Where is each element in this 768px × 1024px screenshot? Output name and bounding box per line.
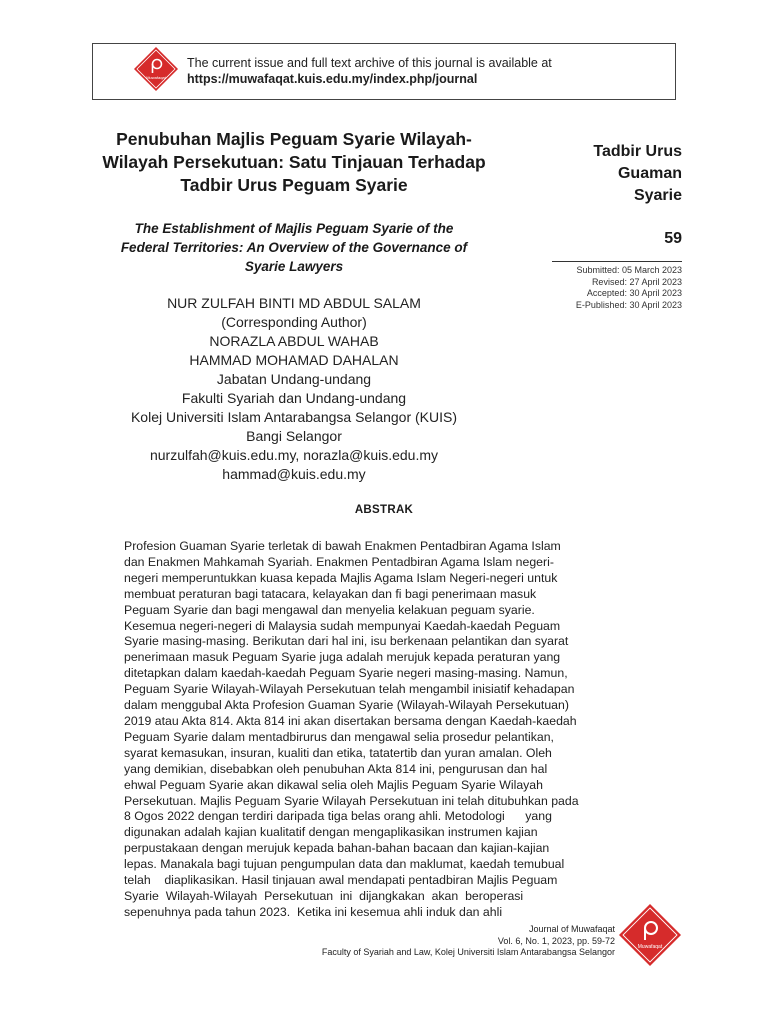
- affiliation-line: Fakulti Syariah dan Undang-undang: [181, 390, 407, 406]
- abstract-line: Syarie masing-masing. Berikutan dari hal ini, isu berkenaan pelantikan dan syarat: [124, 634, 569, 649]
- running-title: [560, 141, 682, 207]
- author-block: [74, 294, 514, 484]
- abstract-heading: ABSTRAK: [354, 504, 414, 516]
- date-submitted: Submitted: 05 March 2023: [576, 265, 682, 275]
- journal-url-link[interactable]: https://muwafaqat.kuis.edu.my/index.php/journal: [187, 72, 478, 86]
- abstract-body: [124, 539, 636, 921]
- date-published: E-Published: 30 April 2023: [575, 299, 682, 310]
- email-line: hammad@kuis.edu.my: [222, 466, 366, 482]
- abstract-line: perpustakaan dengan merujuk kepada bahan-bahan bacaan dan kajian-kajian: [124, 841, 550, 856]
- abstract-line: Peguam Syarie dan bagi mengawal dan menyelia kelakuan peguam syarie.: [124, 602, 535, 617]
- footer-volume: Vol. 6, No. 1, 2023, pp. 59-72: [497, 935, 615, 946]
- date-revised: Revised: 27 April 2023: [591, 276, 682, 287]
- abstract-line: telah diaplikasikan. Hasil tinjauan awal mendapati pentadbiran Majlis Peguam: [124, 873, 558, 888]
- footer-faculty: Faculty of Syariah and Law, Kolej Universiti Islam Antarabangsa Selangor: [321, 947, 615, 957]
- journal-logo-icon: [133, 46, 179, 92]
- abstract-line: negeri memperuntukkan kuasa kepada Majlis Agama Islam Negeri-negeri untuk: [124, 570, 558, 585]
- banner-logo-text: Muwafaqat: [146, 75, 166, 80]
- paper-subtitle: [74, 219, 514, 276]
- paper-title: [74, 128, 514, 197]
- abstract-line: sepenuhnya pada tahun 2023. Ketika ini kesemua ahli induk dan ahli: [124, 904, 503, 919]
- author-line: (Corresponding Author): [221, 314, 367, 330]
- abstract-line: Profesion Guaman Syarie terletak di bawah Enakmen Pentadbiran Agama Islam: [124, 539, 561, 553]
- footer-journal-name: Journal of Muwafaqat: [528, 924, 615, 934]
- title-line: Wilayah Persekutuan: Satu Tinjauan Terhadap: [102, 152, 486, 172]
- abstract-line: Peguam Syarie Wilayah-Wilayah Persekutuan telah mengambil inisiatif kehadapan: [124, 682, 575, 697]
- abstract-line: dan Enakmen Mahkamah Syariah. Enakmen Pentadbiran Agama Islam negeri-: [124, 554, 554, 569]
- title-line: Tadbir Urus Peguam Syarie: [180, 175, 408, 195]
- footer-logo-icon: [618, 903, 682, 967]
- banner-text: [187, 55, 552, 87]
- author-line: NUR ZULFAH BINTI MD ABDUL SALAM: [167, 295, 421, 311]
- page-number: 59: [664, 230, 682, 247]
- journal-banner: [92, 43, 676, 100]
- affiliation-line: Jabatan Undang-undang: [216, 371, 372, 387]
- title-line: Penubuhan Majlis Peguam Syarie Wilayah-: [116, 129, 472, 149]
- abstract-line: yang demikian, disebabkan oleh penubuhan Akta 814 ini, pengurusan dan hal: [124, 761, 548, 776]
- running-title-line: Guaman: [617, 165, 682, 182]
- banner-message: The current issue and full text archive of this journal is available at: [187, 56, 552, 70]
- abstract-line: Kesemua negeri-negeri di Malaysia sudah mempunyai Kaedah-kaedah Peguam: [124, 618, 561, 633]
- footer-logo-text: Muwafaqat: [637, 944, 663, 950]
- affiliation-line: Bangi Selangor: [246, 428, 342, 444]
- affiliation-line: Kolej Universiti Islam Antarabangsa Selangor (KUIS): [130, 409, 458, 425]
- date-accepted: Accepted: 30 April 2023: [586, 288, 682, 298]
- abstract-line: syarat kemasukan, insuran, kualiti dan etika, tatatertib dan yuran amalan. Oleh: [124, 745, 552, 760]
- abstract-line: Persekutuan. Majlis Peguam Syarie Wilayah Persekutuan ini telah ditubuhkan pada: [124, 793, 579, 808]
- abstract-line: dalam menggubal Akta Profesion Guaman Syarie (Wilayah-Wilayah Persekutuan): [124, 698, 569, 713]
- abstract-line: ehwal Peguam Syarie akan dikawal selia oleh Majlis Peguam Syarie Wilayah: [124, 777, 543, 792]
- abstract-line: digunakan adalah kajian kualitatif dengan mengaplikasikan instrumen kajian: [124, 825, 538, 840]
- abstract-line: penerimaan masuk Peguam Syarie juga adalah merujuk kepada peraturan yang: [124, 650, 561, 665]
- author-line: NORAZLA ABDUL WAHAB: [209, 333, 379, 349]
- journal-footer: [230, 924, 615, 959]
- subtitle-line: Federal Territories: An Overview of the Governance of: [120, 240, 468, 255]
- abstract-line: Syarie Wilayah-Wilayah Persekutuan ini dijangkakan akan beroperasi: [124, 888, 524, 903]
- abstract-line: 8 Ogos 2022 dengan terdiri daripada tiga belas orang ahli. Metodologi yang: [124, 809, 552, 824]
- abstract-line: 2019 atau Akta 814. Akta 814 ini akan disertakan bersama dengan Kaedah-kaedah: [124, 713, 577, 728]
- running-title-line: Tadbir Urus: [593, 143, 682, 160]
- subtitle-line: Syarie Lawyers: [244, 259, 344, 274]
- abstract-line: ditetapkan dalam kaedah-kaedah Peguam Syarie negeri masing-masing. Namun,: [124, 666, 568, 681]
- side-divider: [552, 261, 682, 262]
- running-title-line: Syarie: [633, 187, 682, 204]
- subtitle-line: The Establishment of Majlis Peguam Syarie of the: [134, 221, 454, 236]
- email-line: nurzulfah@kuis.edu.my, norazla@kuis.edu.my: [149, 447, 439, 463]
- abstract-line: membuat peraturan bagi tatacara, kelayakan dan fi bagi penerimaan masuk: [124, 586, 537, 601]
- author-line: HAMMAD MOHAMAD DAHALAN: [189, 352, 399, 368]
- abstract-line: Peguam Syarie dalam mentadbirurus dan mengawal selia prosedur pelantikan,: [124, 729, 554, 744]
- abstract-line: lepas. Manakala bagi tujuan pengumpulan data dan maklumat, kaedah temubual: [124, 857, 565, 872]
- publication-dates: [520, 265, 682, 311]
